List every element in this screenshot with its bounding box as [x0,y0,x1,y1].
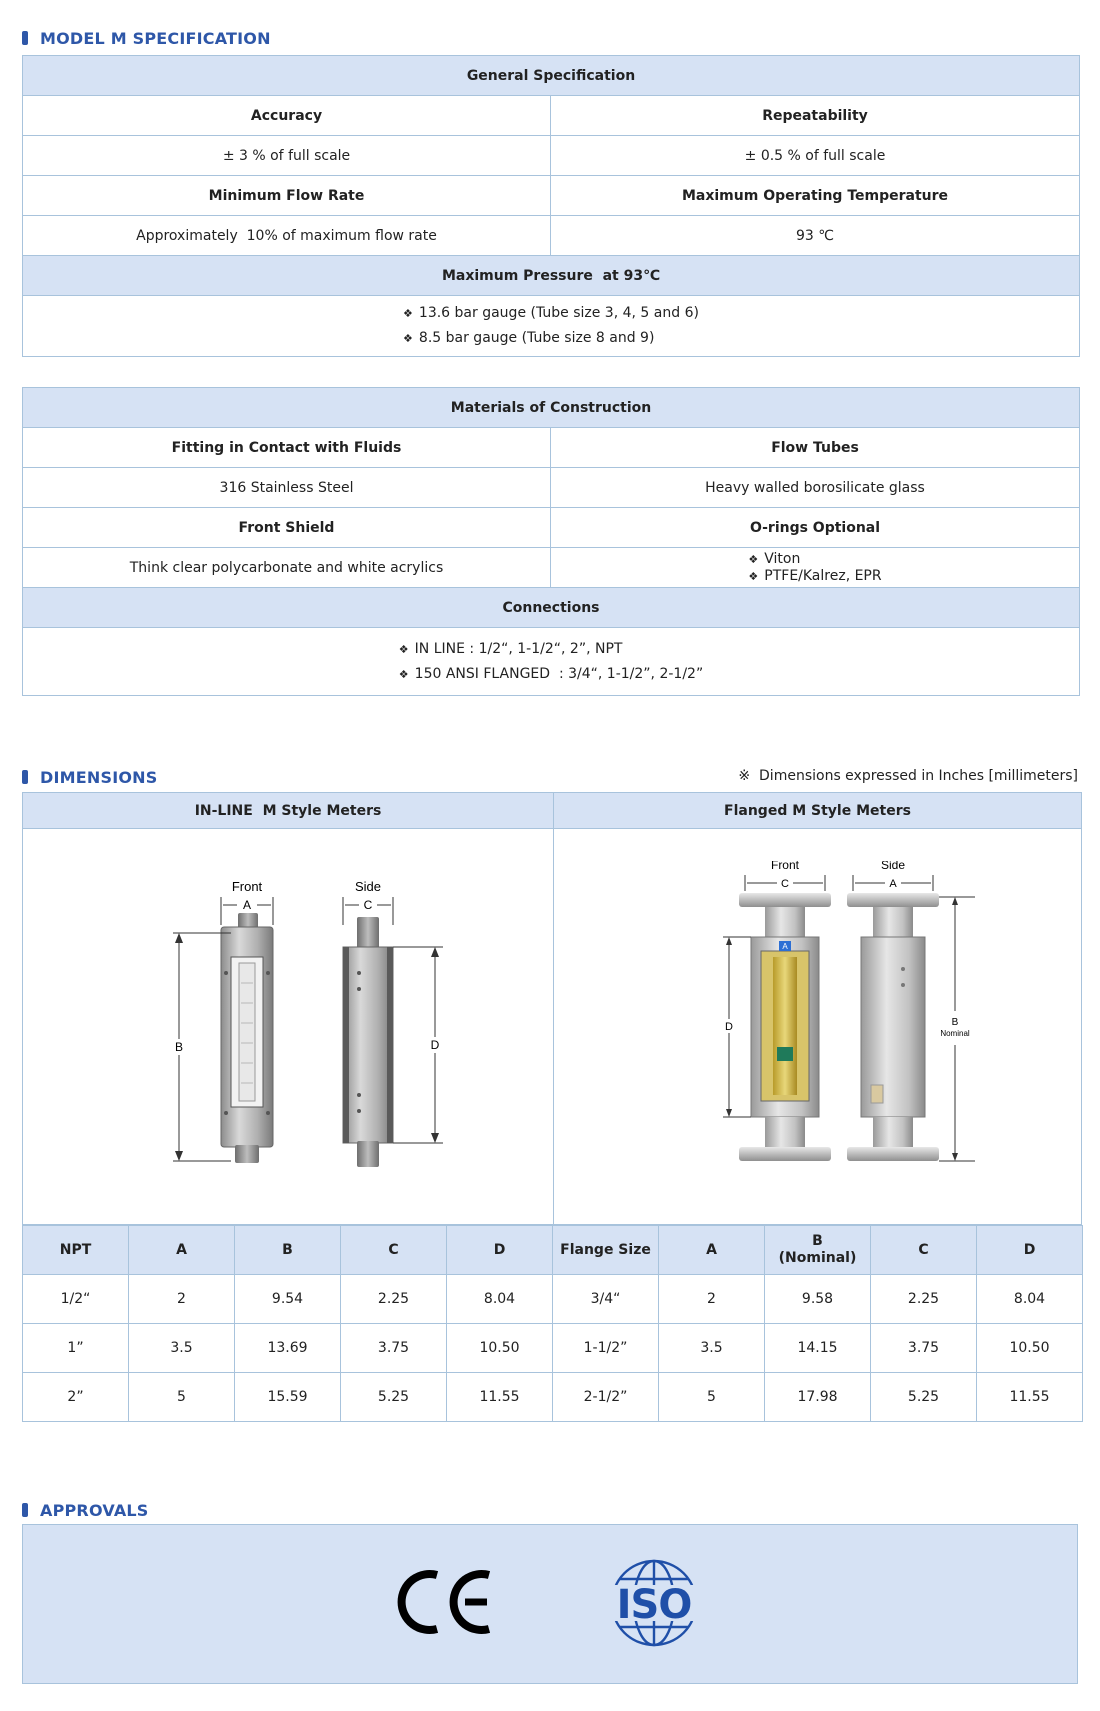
table-row [23,1275,1083,1324]
pressure-values [23,296,1080,357]
table-cell: 3/4“ [553,1275,659,1324]
table-cell: 1” [23,1324,129,1373]
section-marker [22,1503,28,1517]
table-cell: 5 [659,1373,765,1422]
table-row [23,1373,1083,1422]
dimensions-section-title [22,767,157,787]
orings-values [551,548,1080,588]
table-cell: 2 [659,1275,765,1324]
accuracy-label: Accuracy [23,96,551,136]
flanged-nominal-label: Nominal [940,1029,970,1038]
table-cell: 2 [129,1275,235,1324]
table-cell: 8.04 [977,1275,1083,1324]
inline-front-label: Front [231,879,263,894]
ce-mark-icon [395,1567,495,1637]
approvals-section-title-text: APPROVALS [40,1500,149,1520]
table-cell: 2-1/2” [553,1373,659,1422]
spec-section-title-text: MODEL M SPECIFICATION [40,28,271,48]
table-cell: 3.5 [659,1324,765,1373]
dimensions-table [22,1225,1083,1422]
col-header-flange-size: Flange Size [553,1226,659,1275]
inline-a-label: A [242,898,252,912]
flanged-side-label: Side [880,861,906,872]
panel-divider [553,793,554,1226]
approvals-section-title [22,1500,149,1520]
col-header-flanged-a: A [659,1226,765,1275]
col-header-a: A [129,1226,235,1275]
table-cell: 11.55 [447,1373,553,1422]
flanged-brand-a-icon: A [782,942,788,951]
min-flow-label: Minimum Flow Rate [23,176,551,216]
table-cell: 2.25 [871,1275,977,1324]
iso-logo-icon [599,1555,709,1651]
dimensions-drawings-panel [22,792,1082,1225]
pressure-item: ❖ 8.5 bar gauge (Tube size 8 and 9) [403,330,655,346]
iso-text: ISO [616,1582,692,1628]
section-marker [22,31,28,45]
spec-section-title [22,28,271,48]
pressure-header: Maximum Pressure at 93℃ [23,256,1080,296]
table-cell: 17.98 [765,1373,871,1422]
col-header-c: C [341,1226,447,1275]
connections-values [23,628,1080,696]
table-cell: 2” [23,1373,129,1422]
table-cell: 5.25 [871,1373,977,1422]
tubes-value: Heavy walled borosilicate glass [551,468,1080,508]
bullet-icon: ❖ [748,552,759,566]
inline-side-label: Side [354,879,382,894]
col-header-b: B [235,1226,341,1275]
tubes-label: Flow Tubes [551,428,1080,468]
fitting-label: Fitting in Contact with Fluids [23,428,551,468]
flanged-a-label: A [889,878,897,890]
dimensions-units-note: ※ Dimensions expressed in Inches [millimeters] [738,768,1078,784]
table-cell: 13.69 [235,1324,341,1373]
table-cell: 3.75 [871,1324,977,1373]
table-cell: 10.50 [977,1324,1083,1373]
oring-item: ❖ Viton [748,550,801,567]
table-row [23,1324,1083,1373]
b-nominal-suffix: (Nominal) [778,1250,857,1266]
dimensions-header-row [23,1226,1083,1275]
max-temp-value: 93 ℃ [551,216,1080,256]
inline-c-label: C [363,898,373,912]
col-header-flanged-d: D [977,1226,1083,1275]
general-spec-table [22,55,1080,357]
max-temp-label: Maximum Operating Temperature [551,176,1080,216]
materials-header: Materials of Construction [23,388,1080,428]
bullet-icon: ❖ [398,642,409,656]
repeatability-value: ± 0.5 % of full scale [551,136,1080,176]
section-marker [22,770,28,784]
flanged-header: Flanged M Style Meters [554,793,1081,829]
orings-label: O-rings Optional [551,508,1080,548]
pressure-item: ❖ 13.6 bar gauge (Tube size 3, 4, 5 and 6) [403,305,699,321]
table-cell: 10.50 [447,1324,553,1373]
flanged-meter-drawing [693,861,1003,1201]
general-spec-header: General Specification [23,56,1080,96]
materials-table [22,387,1080,696]
fitting-value: 316 Stainless Steel [23,468,551,508]
inline-b-label: B [174,1040,184,1054]
table-cell: 5.25 [341,1373,447,1422]
connections-header: Connections [23,588,1080,628]
table-cell: 3.5 [129,1324,235,1373]
col-header-flanged-c: C [871,1226,977,1275]
flanged-b-label: B [951,1017,959,1028]
table-cell: 8.04 [447,1275,553,1324]
table-cell: 2.25 [341,1275,447,1324]
inline-meter-drawing [123,873,463,1193]
table-cell: 1-1/2” [553,1324,659,1373]
flanged-front-label: Front [770,861,800,872]
col-header-flanged-b: B (Nominal) [765,1226,871,1275]
col-header-d: D [447,1226,553,1275]
dimensions-section-title-text: DIMENSIONS [40,767,158,787]
table-cell: 9.58 [765,1275,871,1324]
bullet-icon: ❖ [403,307,413,320]
flanged-c-label: C [781,878,789,890]
bullet-icon: ❖ [398,667,409,681]
shield-value: Think clear polycarbonate and white acrylics [23,548,551,588]
table-cell: 15.59 [235,1373,341,1422]
shield-label: Front Shield [23,508,551,548]
accuracy-value: ± 3 % of full scale [23,136,551,176]
approvals-panel [22,1524,1078,1684]
table-cell: 9.54 [235,1275,341,1324]
col-header-npt: NPT [23,1226,129,1275]
table-cell: 11.55 [977,1373,1083,1422]
connection-item: ❖ IN LINE : 1/2“, 1-1/2“, 2”, NPT [398,640,623,657]
table-cell: 14.15 [765,1324,871,1373]
repeatability-label: Repeatability [551,96,1080,136]
inline-header: IN-LINE M Style Meters [23,793,553,829]
connection-item: ❖ 150 ANSI FLANGED : 3/4“, 1-1/2”, 2-1/2” [398,665,704,682]
oring-item: ❖ PTFE/Kalrez, EPR [748,567,882,584]
table-cell: 5 [129,1373,235,1422]
min-flow-value: Approximately 10% of maximum flow rate [23,216,551,256]
table-cell: 3.75 [341,1324,447,1373]
bullet-icon: ❖ [748,569,759,583]
table-cell: 1/2“ [23,1275,129,1324]
inline-d-label: D [430,1038,440,1052]
bullet-icon: ❖ [403,332,413,345]
flanged-d-label: D [725,1021,733,1033]
